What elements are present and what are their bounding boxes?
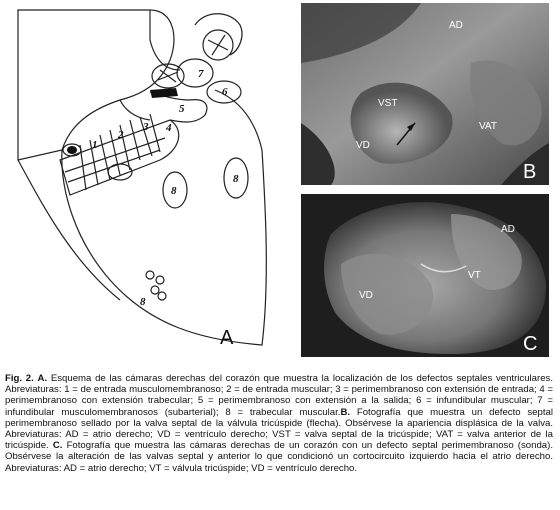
region-number-3: 3 (143, 121, 149, 133)
caption-a-label: A. (37, 373, 48, 384)
region-number-5: 5 (179, 103, 185, 115)
caption-fig-label: Fig. 2. (5, 373, 34, 384)
photo-panel-b (301, 3, 549, 185)
photo-b-label-vst: VST (378, 98, 398, 109)
caption-c-text: Fotografía que muestra las cámaras derechas de un corazón con un defecto septal perimembranoso (sonda). Obsérvese la alteración de las valvas septal y anterior lo que condicionó un cortocircuito izquierdo hacia el atrio derecho. Abreviaturas: AD = atrio derecho; VT = válvula tricúspide; VD = ventrículo derecho. (5, 440, 553, 474)
photo-c-label-vt: VT (468, 270, 481, 281)
heart-photo-b (301, 3, 549, 185)
region-number-6: 6 (222, 86, 228, 98)
panel-letter-a: A (220, 327, 234, 349)
caption-a-text: Esquema de las cámaras derechas del corazón que muestra la localización de los defectos septales ventriculares. Abreviaturas: 1 = de entrada musculomembranoso; 2 = de entrada muscular; 3 = perimembranoso con extensión de entrada; 4 = perimembranoso con extensión trabecular; 5 = perimembranoso con extensión a la salida; 6 = infundibular muscular; 7 = infundibular musculomembranosos (subarterial); 8 = trabecular muscular. (5, 373, 554, 418)
region-number-1: 1 (92, 139, 98, 151)
region-number-4: 4 (166, 122, 172, 134)
caption-b-text: Fotografía que muestra un defecto septal perimembranoso sellado por la valva septal de la válvula tricúspide (flecha). Obsérvese la apariencia displásica de la valva. Abreviaturas: AD = atrio derecho; VD = ventrículo derecho; VST = valva septal de la tricúspide; VAT = valva anterior de la tricúspide. (5, 406, 553, 452)
region-number-8a: 8 (171, 185, 177, 197)
heart-photo-c (301, 194, 549, 357)
photo-b-label-vat: VAT (479, 121, 497, 132)
photo-c-label-vd: VD (359, 290, 373, 301)
region-number-7: 7 (198, 68, 204, 80)
region-number-8b: 8 (233, 173, 239, 185)
caption-b-label: B. (340, 406, 351, 418)
region-number-2: 2 (118, 129, 124, 141)
panel-letter-b: B (523, 161, 537, 183)
panel-letter-c: C (523, 333, 538, 355)
heart-schematic (0, 0, 290, 358)
caption-c-label: C. (52, 440, 63, 452)
photo-b-label-vd: VD (356, 140, 370, 151)
photo-c-label-ad: AD (501, 224, 515, 235)
figure-caption (5, 373, 553, 474)
diagram-panel-a (0, 0, 290, 358)
photo-b-label-ad: AD (449, 20, 463, 31)
region-number-8c: 8 (140, 296, 146, 308)
photo-panel-c (301, 194, 549, 357)
